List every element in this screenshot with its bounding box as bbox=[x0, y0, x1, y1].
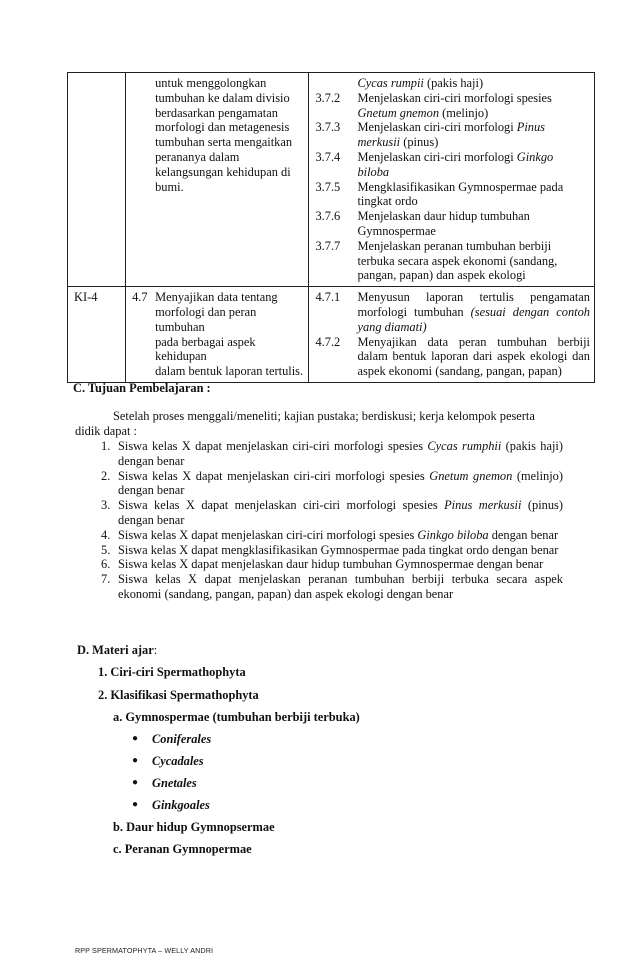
materi-subitem: b. Daur hidup Gymnopsermae bbox=[113, 820, 275, 834]
materi-item: 1. Ciri-ciri Spermathophyta bbox=[98, 665, 246, 679]
materi-item: 2. Klasifikasi Spermathophyta bbox=[98, 688, 259, 702]
indicator-cell bbox=[309, 73, 595, 287]
order-item: Ginkgoales bbox=[152, 798, 210, 812]
order-item: Gnetales bbox=[152, 776, 197, 790]
indicator-line: Cycas rumpii (pakis haji) bbox=[357, 76, 484, 90]
indicator-item: 3.7.6 Menjelaskan daur hidup tumbuhan Gymnospermae bbox=[315, 209, 530, 238]
section-c-intro: Setelah proses menggali/meneliti; kajian pustaka; berdiskusi; kerja kelompok peserta bbox=[113, 409, 535, 423]
section-d-heading: D. Materi ajar: bbox=[77, 643, 158, 657]
indicator-item: 3.7.3 Menjelaskan ciri-ciri morfologi Pinus merkusii (pinus) bbox=[315, 120, 545, 150]
bullet-icon: ● bbox=[132, 755, 139, 766]
list-item: 5. Siswa kelas X dapat mengklasifikasikan Gymnospermae pada tingkat ordo dengan benar bbox=[101, 542, 559, 557]
kd-line: tumbuhan serta mengaitkan bbox=[155, 135, 293, 150]
kd-line: bumi. bbox=[155, 179, 184, 194]
competency-table bbox=[67, 72, 595, 383]
kd-line: berdasarkan pengamatan bbox=[155, 105, 278, 120]
indicator-item: 3.7.5 Mengklasifikasikan Gymnospermae pada tingkat ordo bbox=[315, 179, 564, 209]
order-item: Coniferales bbox=[152, 732, 212, 746]
list-item: 4. Siswa kelas X dapat menjelaskan ciri-ciri morfologi spesies Ginkgo biloba dengan benar bbox=[101, 527, 559, 542]
section-c-heading: C. Tujuan Pembelajaran : bbox=[73, 381, 211, 395]
list-item: 2. Siswa kelas X dapat menjelaskan ciri-ciri morfologi spesies Gnetum gnemon (melinjo) dengan benar bbox=[101, 468, 563, 498]
kd-cell bbox=[126, 73, 309, 287]
indicator-item: 3.7.4 Menjelaskan ciri-ciri morfologi Ginkgo biloba bbox=[315, 149, 554, 179]
indicator-item: 4.7.1 Menyusun laporan tertulis pengamatan morfologi tumbuhan (sesuai dengan contoh yang diamati) bbox=[315, 290, 591, 334]
bullet-icon: ● bbox=[132, 799, 139, 810]
kd-line: tumbuhan ke dalam divisio bbox=[155, 90, 290, 105]
table-row bbox=[68, 287, 595, 383]
indicator-item: 3.7.7 Menjelaskan peranan tumbuhan berbiji terbuka secara aspek ekonomi (sandang, pangan, papan) dan aspek ekologi bbox=[315, 238, 558, 283]
section-c-intro-cont: didik dapat : bbox=[75, 424, 137, 438]
materi-subitem: a. Gymnospermae (tumbuhan berbiji terbuka) bbox=[113, 710, 360, 724]
page-footer: RPP SPERMATOPHYTA – WELLY ANDRI bbox=[75, 946, 214, 955]
kd-line: kelangsungan kehidupan di bbox=[155, 164, 291, 179]
list-item: 1. Siswa kelas X dapat menjelaskan ciri-ciri morfologi spesies Cycas rumphii (pakis haji) dengan benar bbox=[101, 439, 563, 468]
indicator-item: 4.7.2 Menyajikan data peran tumbuhan berbiji dalam bentuk laporan dari aspek ekologi dan aspek ekonomi (sandang, pangan, papan) bbox=[315, 334, 590, 379]
list-item: 3. Siswa kelas X dapat menjelaskan ciri-ciri morfologi spesies Pinus merkusii (pinus) dengan benar bbox=[101, 498, 563, 527]
ki-cell bbox=[68, 73, 126, 287]
list-item: 7. Siswa kelas X dapat menjelaskan peranan tumbuhan berbiji terbuka secara aspek ekonomi (sandang, pangan, papan) dan aspek ekologi dengan benar bbox=[101, 572, 563, 601]
ki-cell: KI-4 bbox=[68, 287, 126, 383]
materi-subitem: c. Peranan Gymnopermae bbox=[113, 842, 252, 856]
kd-line: untuk menggolongkan bbox=[155, 76, 267, 90]
table-row bbox=[68, 73, 595, 287]
kd-line: perananya dalam bbox=[155, 149, 240, 164]
learning-goals-list bbox=[101, 439, 563, 602]
order-item: Cycadales bbox=[152, 754, 204, 768]
indicator-item: 3.7.2 Menjelaskan ciri-ciri morfologi spesies Gnetum gnemon (melinjo) bbox=[315, 90, 552, 120]
kd-line: morfologi dan metagenesis bbox=[155, 120, 290, 135]
indicator-cell bbox=[309, 287, 595, 383]
list-item: 6. Siswa kelas X dapat menjelaskan daur hidup tumbuhan Gymnospermae dengan benar bbox=[101, 557, 544, 572]
bullet-icon: ● bbox=[132, 733, 139, 744]
bullet-icon: ● bbox=[132, 777, 139, 788]
kd-cell: 4.7 Menyajikan data tentang morfologi dan peran tumbuhan pada berbagai aspek kehidupan dalam bentuk laporan tertulis. bbox=[126, 287, 309, 383]
